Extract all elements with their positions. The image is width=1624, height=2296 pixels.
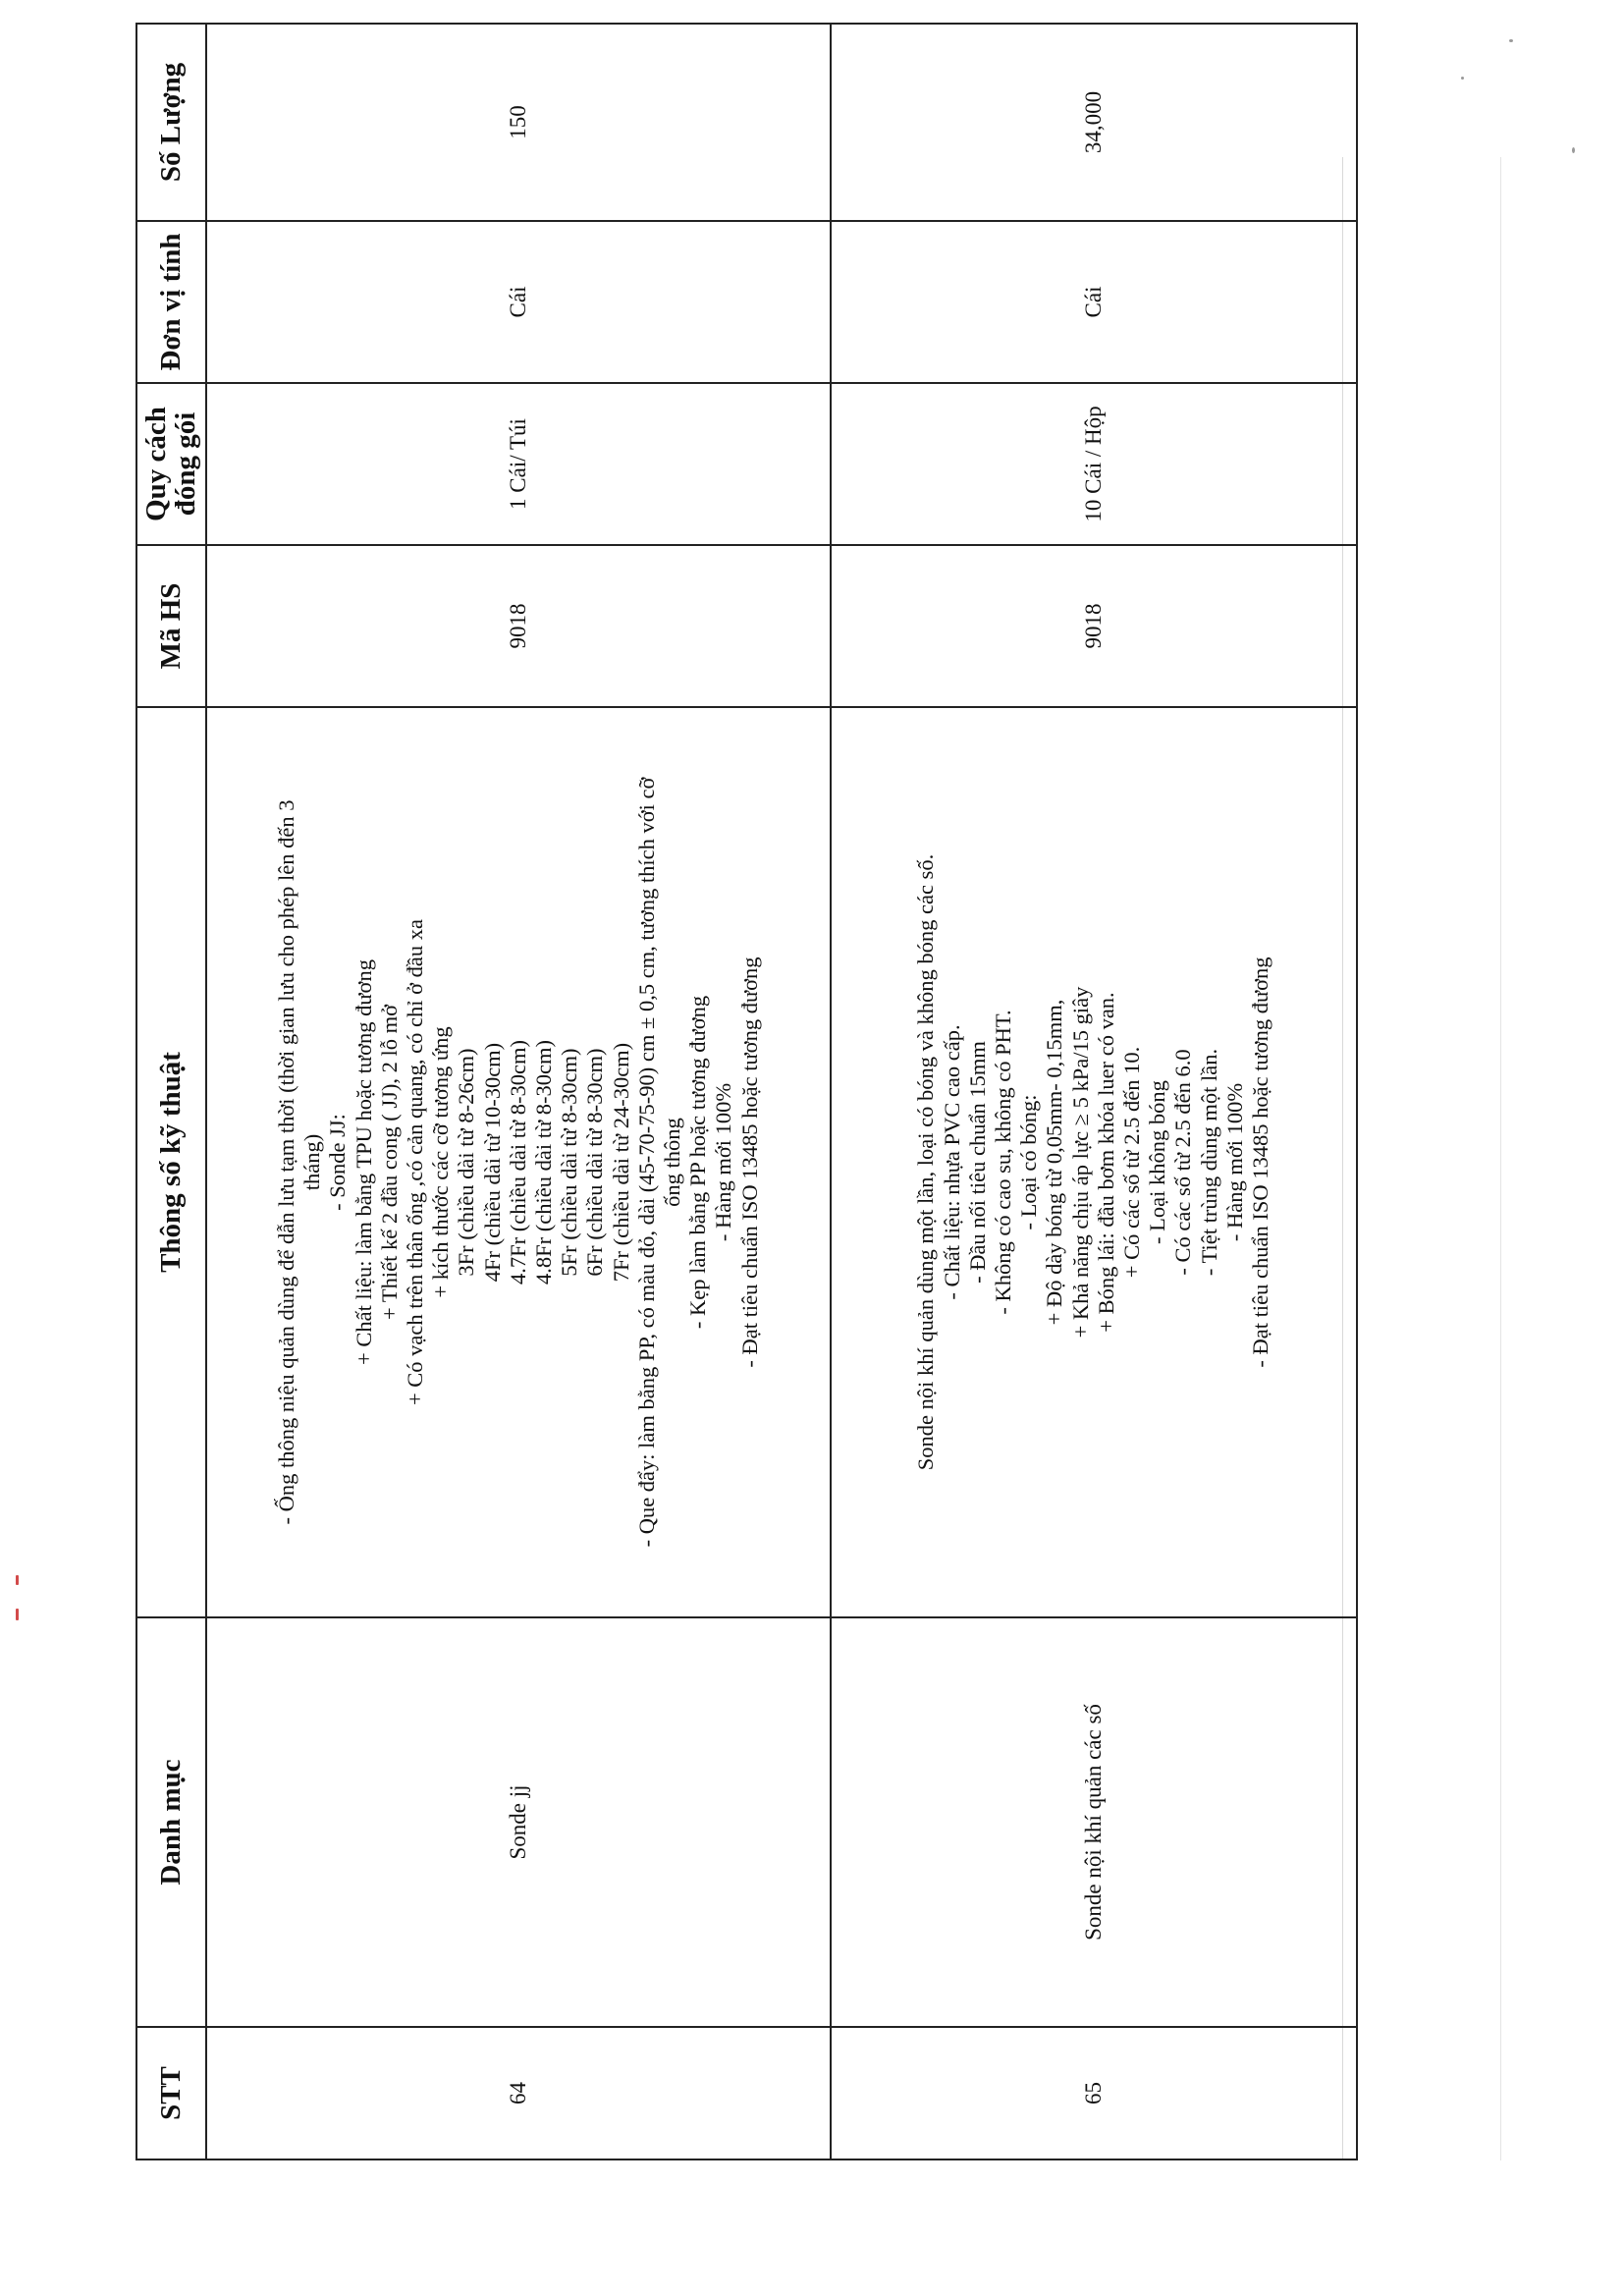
spec-line: - Kẹp làm bằng PP hoặc tương đương <box>685 995 711 1330</box>
table-row <box>206 24 831 2159</box>
spec-line: + Thiết kế 2 đầu cong ( JJ), 2 lỗ mở <box>376 1005 402 1320</box>
header-stt: STT <box>136 2027 206 2159</box>
spec-line: ống thông <box>659 1118 684 1207</box>
spec-line: 6Fr (chiều dài từ 8-30cm) <box>582 1048 608 1277</box>
spec-line: 5Fr (chiều dài từ 8-30cm) <box>557 1048 582 1277</box>
spec-line: + Bóng lái: đầu bơm khóa luer có van. <box>1093 992 1118 1333</box>
spec-line: - Có các số từ 2.5 đến 6.0 <box>1170 1049 1196 1276</box>
header-don-vi: Đơn vị tính <box>136 221 206 383</box>
spec-line: - Tiệt trùng dùng một lần. <box>1196 1048 1221 1277</box>
spec-line: - Hàng mới 100% <box>711 1082 736 1242</box>
edge-mark <box>16 1575 19 1585</box>
header-row <box>136 24 206 2159</box>
row-spec <box>206 707 831 1617</box>
rotated-table-container <box>135 62 1339 2160</box>
header-thong-so: Thông số kỹ thuật <box>136 707 206 1617</box>
row-spec <box>831 707 1357 1617</box>
spec-table <box>135 23 1358 2160</box>
spec-line: - Đạt tiêu chuẩn ISO 13485 hoặc tương đương <box>1248 957 1273 1368</box>
row-don-vi: Cái <box>206 221 831 383</box>
row-name: Sonde nội khí quản các số <box>831 1617 1357 2027</box>
spec-line: + Khả năng chịu áp lực ≥ 5 kPa/15 giây <box>1067 986 1093 1339</box>
spec-line: + Có vạch trên thân ống ,có cản quang, có chỉ ở đầu xa <box>402 918 427 1406</box>
row-so-luong: 150 <box>206 24 831 221</box>
spec-line: 7Fr (chiều dài từ 24-30cm) <box>608 1042 633 1283</box>
spec-line: - Hàng mới 100% <box>1221 1082 1247 1242</box>
spec-line: - Loại không bóng <box>1145 1080 1170 1244</box>
row-name: Sonde jj <box>206 1617 831 2027</box>
spec-line: 3Fr (chiều dài từ 8-26cm) <box>454 1048 479 1277</box>
spec-line: Sonde nội khí quản dùng một lần, loại có bóng và không bóng các số. <box>913 853 939 1471</box>
spec-line: 4Fr (chiều dài từ 10-30cm) <box>479 1042 505 1283</box>
scan-speck <box>1461 77 1464 80</box>
header-quy-cach: Quy cách đóng gói <box>136 383 206 545</box>
edge-mark <box>16 1609 19 1620</box>
header-danh-muc: Danh mục <box>136 1617 206 2027</box>
spec-line: tháng) <box>299 1133 325 1191</box>
table-row <box>831 24 1357 2159</box>
header-ma-hs: Mã HS <box>136 545 206 707</box>
row-quy-cach: 1 Cái/ Túi <box>206 383 831 545</box>
scan-speck <box>1509 39 1513 42</box>
spec-line: - Không có cao su, không có PHT. <box>991 1010 1016 1315</box>
row-don-vi: Cái <box>831 221 1357 383</box>
spec-line: + Chất liệu: làm bằng TPU hoặc tương đương <box>351 959 376 1365</box>
spec-line: - Sonde JJ: <box>325 1114 351 1211</box>
row-stt: 65 <box>831 2027 1357 2159</box>
header-so-luong: Số Lượng <box>136 24 206 221</box>
spec-line: + kích thước các cỡ tương ứng <box>428 1026 454 1298</box>
spec-line: 4.7Fr (chiều dài từ 8-30cm) <box>505 1040 530 1285</box>
row-so-luong: 34,000 <box>831 24 1357 221</box>
spec-line: - Đầu nối tiêu chuẩn 15mm <box>964 1041 990 1284</box>
spec-line: 4.8Fr (chiều dài từ 8-30cm) <box>530 1040 556 1285</box>
spec-line: - Chất liệu: nhựa PVC cao cấp. <box>939 1024 964 1300</box>
spec-line: - Ống thông niệu quản dùng để dẫn lưu tạm thời (thời gian lưu cho phép lên đến 3 <box>273 799 298 1525</box>
spec-line: - Que đẩy: làm bằng PP, có màu đỏ, dài (45-70-75-90) cm ± 0,5 cm, tương thích với cỡ <box>633 777 659 1548</box>
spec-line: + Độ dày bóng từ 0,05mm- 0,15mm, <box>1042 999 1067 1326</box>
row-stt: 64 <box>206 2027 831 2159</box>
scan-speck <box>1572 147 1575 153</box>
row-ma-hs: 9018 <box>206 545 831 707</box>
row-ma-hs: 9018 <box>831 545 1357 707</box>
spec-line: + Có các số từ 2.5 đến 10. <box>1119 1046 1145 1279</box>
bleed-through-column <box>1342 157 1501 2160</box>
spec-line: - Đạt tiêu chuẩn ISO 13485 hoặc tương đương <box>736 957 762 1368</box>
spec-line: - Loại có bóng: <box>1016 1094 1042 1230</box>
row-quy-cach: 10 Cái / Hộp <box>831 383 1357 545</box>
